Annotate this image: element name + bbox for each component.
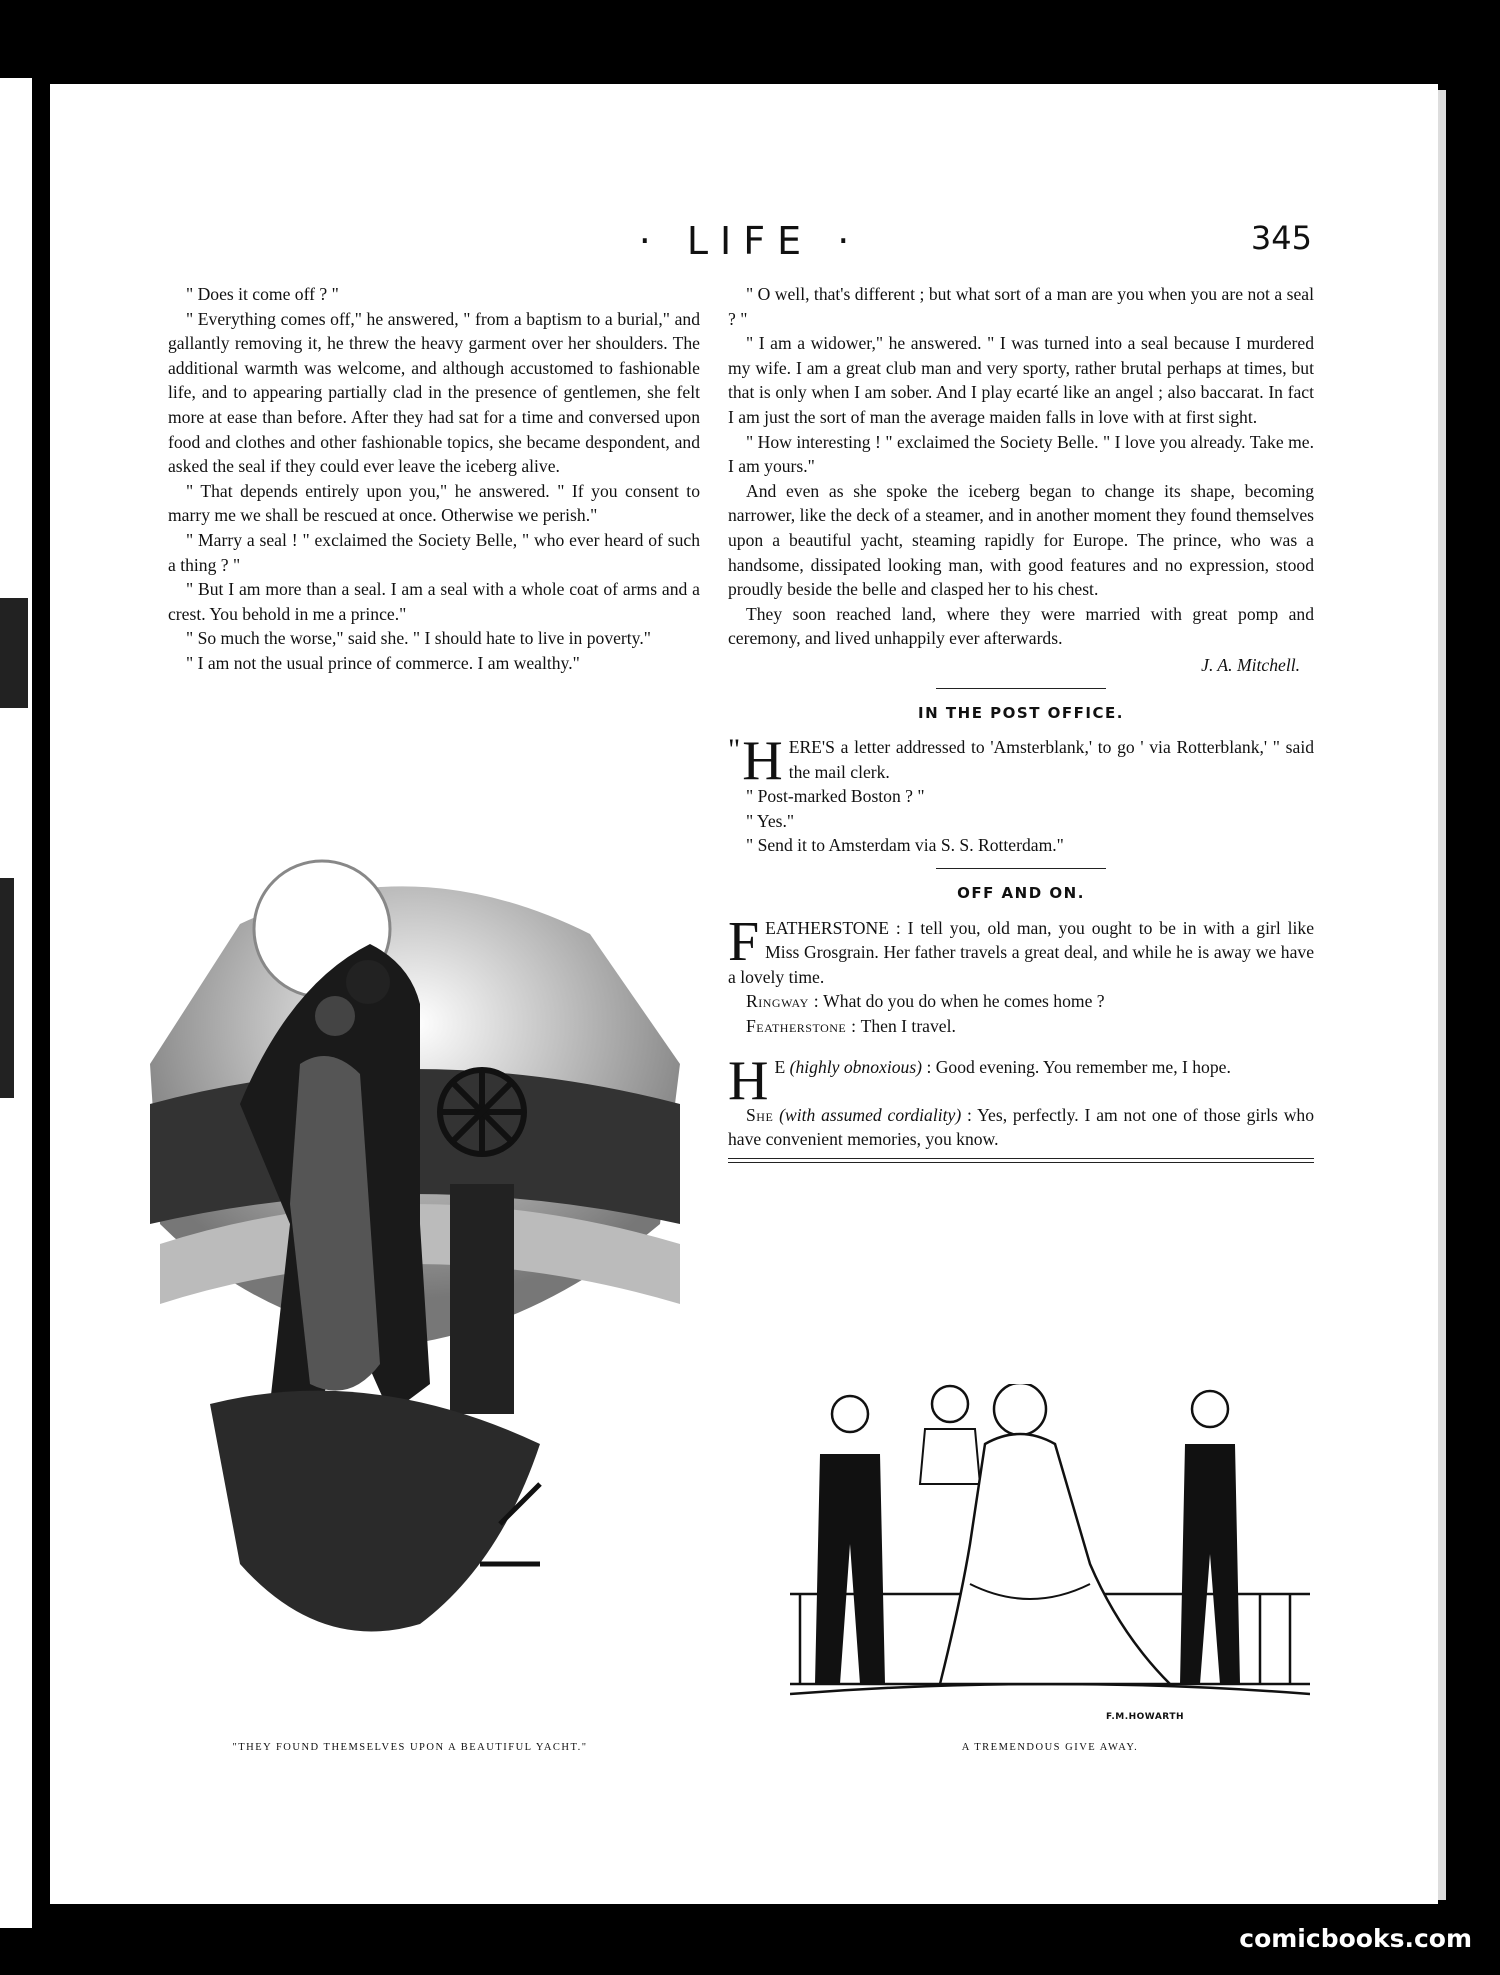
paragraph: " Does it come off ? ": [186, 284, 339, 304]
page-number: 345: [1250, 219, 1312, 257]
paragraph: And even as she spoke the iceberg began to change its shape, becoming narrower, like the deck of a steamer, and in another moment they found themselves upon a beautiful yacht, steaming rapidly for Europe. The prince, who was a handsome, dissipated looking man, with good features and no expression, stood proudly beside the belle and clasped her to his chest.: [728, 480, 1314, 600]
paragraph: " Everything comes off," he answered, " from a baptism to a burial," and gallantly removing it, he threw the heavy garment over her shoulders. The additional warmth was welcome, and although accustomed to fashionable life, and to appearing partially clad in the presence of gentlemen, she felt more at ease than before. After they had sat for a time and conversed upon food and clothes and other fashionable topics, she became despondent, and asked the seal if they could ever leave the iceberg alive.: [168, 308, 700, 477]
drop-cap: F: [728, 910, 760, 973]
paragraph: " I am a widower," he answered. " I was turned into a seal because I murdered my wife. I am a great club man and very sporty, rather brutal perhaps at times, but that is only when I am sober. And I play ecarté like an angel ; also baccarat. In fact I am just the sort of man the average maiden falls in love with at first sight.: [728, 333, 1314, 427]
paragraph: " That depends entirely upon you," he answered. " If you consent to marry me we shall be rescued at once. Otherwise we perish.": [168, 480, 700, 526]
he-first: E: [774, 1056, 786, 1077]
paragraph: " Marry a seal ! " exclaimed the Society Belle, " who ever heard of such a thing ? ": [168, 529, 700, 575]
dialogue-line: [728, 1055, 1314, 1080]
author-signature: J. A. Mitchell.: [1201, 654, 1300, 675]
stage-direction: (highly obnoxious): [789, 1056, 923, 1077]
paragraph: ERE'S a letter addressed to 'Amsterblank,' to go ' via Rotterblank,' " said the mail clerk.: [788, 737, 1314, 782]
speaker: She: [746, 1104, 774, 1125]
magazine-page: [50, 84, 1438, 1904]
dialogue-line: [728, 1014, 1314, 1039]
paragraph: " Yes.": [746, 810, 795, 831]
paragraph: They soon reached land, where they were married with great pomp and ceremony, and lived unhappily ever afterwards.: [728, 603, 1314, 649]
post-office-piece: [728, 730, 1314, 858]
double-rule: [728, 1158, 1314, 1163]
paragraph: EATHERSTONE : I tell you, old man, you ought to be in with a girl like Miss Grosgrain. Her father travels a great deal, and while he is away we have a lovely time.: [728, 917, 1314, 987]
paragraph: " O well, that's different ; but what sort of a man are you when you are not a seal ? ": [728, 284, 1314, 329]
yacht-illustration: [120, 804, 700, 1734]
line: : Good evening. You remember me, I hope.: [926, 1056, 1231, 1077]
paragraph: " I am not the usual prince of commerce. I am wealthy.": [186, 652, 580, 673]
page-edge: [1438, 90, 1446, 1900]
post-office-heading: IN THE POST OFFICE.: [918, 703, 1124, 722]
dialogue-line: [728, 1103, 1314, 1152]
section-divider: [936, 868, 1106, 869]
left-column: [168, 282, 700, 676]
paragraph: " But I am more than a seal. I am a seal with a whole coat of arms and a crest. You behold in me a prince.": [168, 579, 700, 624]
line: : Yes, perfectly. I am not one of those girls who have convenient memories, you know.: [728, 1104, 1314, 1150]
magazine-title: · LIFE ·: [638, 219, 862, 263]
speaker: Ringway :: [746, 991, 820, 1012]
off-and-on-heading: OFF AND ON.: [957, 884, 1085, 903]
he-she-piece: [728, 1049, 1314, 1152]
masthead: [50, 219, 1438, 279]
right-column: [728, 282, 1314, 1163]
left-illustration-caption: "THEY FOUND THEMSELVES UPON A BEAUTIFUL YACHT.": [232, 1742, 588, 1753]
adjacent-page-edge: [0, 78, 32, 1928]
paragraph: " How interesting ! " exclaimed the Society Belle. " I love you already. Take me. I am yours.": [728, 431, 1314, 477]
stage-direction: (with assumed cordiality): [779, 1104, 962, 1125]
cartoon-illustration: [790, 1384, 1310, 1754]
artist-signature: F.M.HOWARTH: [1106, 1712, 1184, 1722]
speaker: Featherstone :: [746, 1016, 857, 1037]
paragraph: " So much the worse," said she. " I should hate to live in poverty.": [186, 628, 651, 649]
line: What do you do when he comes home ?: [823, 991, 1105, 1012]
off-and-on-piece: [728, 910, 1314, 1039]
site-watermark: comicbooks.com: [1239, 1924, 1472, 1953]
paragraph: " Send it to Amsterdam via S. S. Rotterdam.": [746, 835, 1064, 856]
drop-cap: H: [742, 730, 783, 793]
drop-cap: H: [728, 1049, 769, 1112]
section-divider: [936, 688, 1106, 689]
line: Then I travel.: [860, 1016, 956, 1037]
dialogue-line: [728, 989, 1314, 1014]
paragraph: " Post-marked Boston ? ": [746, 786, 925, 807]
right-illustration-caption: A TREMENDOUS GIVE AWAY.: [961, 1742, 1139, 1753]
opening-quote: ": [728, 733, 741, 767]
